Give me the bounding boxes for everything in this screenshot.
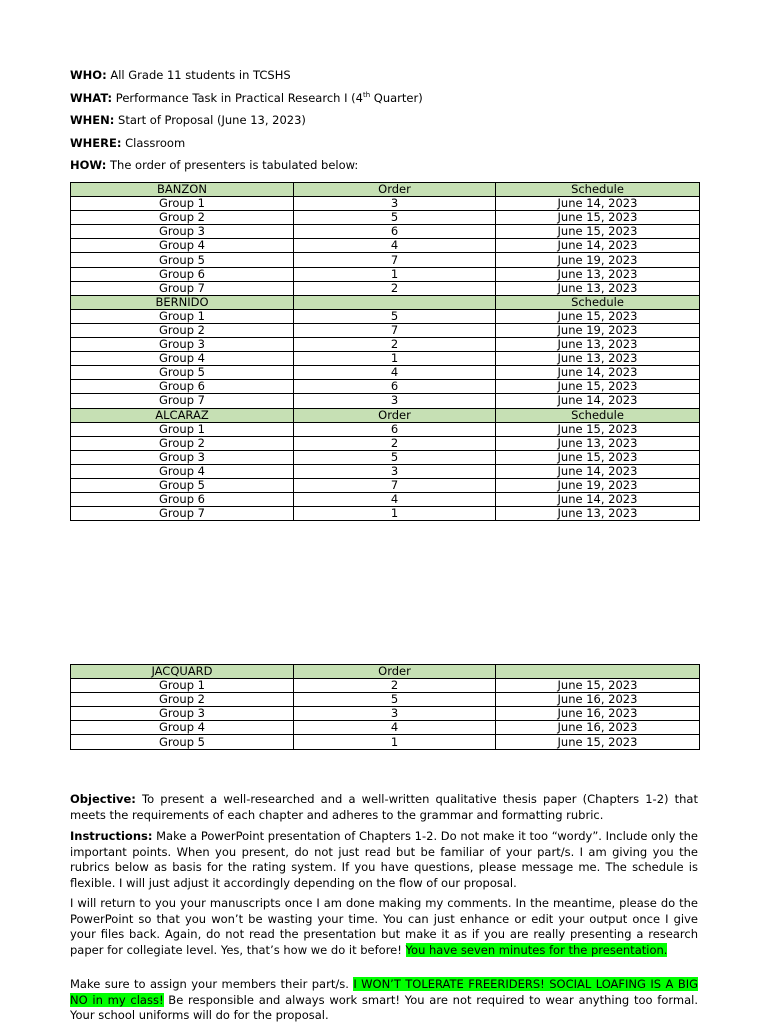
table-cell: 1 — [294, 267, 496, 281]
table-header-cell: BANZON — [71, 183, 294, 197]
table-header-cell: JACQUARD — [71, 665, 294, 679]
highlight-time-limit: You have seven minutes for the presentation. — [405, 942, 668, 957]
jacquard-header-row — [71, 665, 700, 679]
table-row — [71, 225, 700, 239]
table-row — [71, 380, 700, 394]
table-cell: June 15, 2023 — [496, 422, 700, 436]
table-header-cell: BERNIDO — [71, 295, 294, 309]
table-cell: June 16, 2023 — [496, 707, 700, 721]
table-cell: 2 — [294, 338, 496, 352]
table-header-cell — [496, 665, 700, 679]
table-cell: June 13, 2023 — [496, 338, 700, 352]
table-row — [71, 493, 700, 507]
table-cell: Group 4 — [71, 464, 294, 478]
table-cell: 7 — [294, 478, 496, 492]
what-line: WHAT: Performance Task in Practical Research I (4th Quarter) — [70, 90, 423, 105]
bernido-section — [71, 295, 700, 408]
table-cell: 4 — [294, 493, 496, 507]
who-line: WHO: All Grade 11 students in TCSHS — [70, 68, 291, 82]
table-row — [71, 366, 700, 380]
table-cell: June 19, 2023 — [496, 323, 700, 337]
table-row — [71, 721, 700, 735]
table-cell: Group 5 — [71, 253, 294, 267]
table-cell: Group 2 — [71, 693, 294, 707]
jacquard-section — [71, 665, 700, 750]
table-cell: Group 5 — [71, 366, 294, 380]
table-cell: 2 — [294, 281, 496, 295]
table-cell: June 13, 2023 — [496, 507, 700, 521]
alcaraz-section — [71, 408, 700, 521]
table-cell: 5 — [294, 309, 496, 323]
table-cell: Group 5 — [71, 735, 294, 749]
table-cell: Group 7 — [71, 507, 294, 521]
table-cell: 3 — [294, 394, 496, 408]
table-row — [71, 464, 700, 478]
table-cell: June 14, 2023 — [496, 197, 700, 211]
table-cell: Group 4 — [71, 239, 294, 253]
table-cell: Group 4 — [71, 352, 294, 366]
table-cell: Group 3 — [71, 707, 294, 721]
alcaraz-header-row — [71, 408, 700, 422]
table-cell: 3 — [294, 707, 496, 721]
table-cell: June 14, 2023 — [496, 464, 700, 478]
table-cell: Group 2 — [71, 211, 294, 225]
table-cell: June 13, 2023 — [496, 281, 700, 295]
table-cell: 5 — [294, 450, 496, 464]
table-cell: June 15, 2023 — [496, 679, 700, 693]
table-cell: Group 1 — [71, 679, 294, 693]
table-cell: 6 — [294, 225, 496, 239]
table-row — [71, 197, 700, 211]
table-cell: Group 3 — [71, 338, 294, 352]
table-cell: 6 — [294, 380, 496, 394]
event-details — [70, 68, 698, 181]
when-line: WHEN: Start of Proposal (June 13, 2023) — [70, 113, 306, 127]
table-cell: June 13, 2023 — [496, 352, 700, 366]
table-cell: Group 6 — [71, 267, 294, 281]
objective-paragraph: Objective: To present a well-researched and a well-written qualitative thesis paper (Chapters 1-2) that meets the requirements of each chapter and adheres to the grammar and formatting rubric. — [70, 792, 698, 822]
table-cell: Group 1 — [71, 197, 294, 211]
table-cell: Group 5 — [71, 478, 294, 492]
table-row — [71, 422, 700, 436]
table-row — [71, 267, 700, 281]
table-cell: June 15, 2023 — [496, 735, 700, 749]
table-cell: June 15, 2023 — [496, 211, 700, 225]
table-cell: June 15, 2023 — [496, 225, 700, 239]
table-cell: Group 3 — [71, 225, 294, 239]
table-cell: June 14, 2023 — [496, 394, 700, 408]
table-cell: Group 7 — [71, 394, 294, 408]
table-cell: June 19, 2023 — [496, 253, 700, 267]
table-row — [71, 338, 700, 352]
table-cell: June 16, 2023 — [496, 721, 700, 735]
table-row — [71, 693, 700, 707]
table-row — [71, 253, 700, 267]
table-header-cell: Schedule — [496, 183, 700, 197]
table-row — [71, 507, 700, 521]
table-row — [71, 478, 700, 492]
table-cell: 1 — [294, 735, 496, 749]
table-row — [71, 323, 700, 337]
table-cell: June 14, 2023 — [496, 493, 700, 507]
table-row — [71, 281, 700, 295]
table-row — [71, 707, 700, 721]
table-header-cell: Order — [294, 183, 496, 197]
table-cell: June 14, 2023 — [496, 366, 700, 380]
table-cell: 7 — [294, 253, 496, 267]
table-cell: 7 — [294, 323, 496, 337]
table-cell: Group 6 — [71, 380, 294, 394]
table-row — [71, 211, 700, 225]
table-cell: 4 — [294, 721, 496, 735]
table-row — [71, 450, 700, 464]
bernido-header-row — [71, 295, 700, 309]
table-cell: Group 4 — [71, 721, 294, 735]
where-line: WHERE: Classroom — [70, 135, 186, 150]
table-cell: 6 — [294, 422, 496, 436]
table-row — [71, 239, 700, 253]
table-cell: Group 1 — [71, 422, 294, 436]
table-header-cell: Schedule — [496, 408, 700, 422]
table-cell: June 14, 2023 — [496, 239, 700, 253]
table-cell: 4 — [294, 239, 496, 253]
schedule-table-jacquard — [70, 664, 700, 750]
table-row — [71, 679, 700, 693]
table-row — [71, 735, 700, 749]
table-cell: Group 6 — [71, 493, 294, 507]
table-cell: 3 — [294, 197, 496, 211]
table-cell: June 15, 2023 — [496, 450, 700, 464]
table-cell: 1 — [294, 352, 496, 366]
table-cell: 4 — [294, 366, 496, 380]
how-line: HOW: The order of presenters is tabulated below: — [70, 158, 359, 172]
schedule-table-main — [70, 182, 700, 521]
table-cell: June 16, 2023 — [496, 693, 700, 707]
table-cell: 5 — [294, 693, 496, 707]
table-header-cell: Order — [294, 408, 496, 422]
table-cell: June 15, 2023 — [496, 380, 700, 394]
table-row — [71, 394, 700, 408]
banzon-header-row — [71, 183, 700, 197]
table-cell: 5 — [294, 211, 496, 225]
instructions-paragraph: Instructions: Make a PowerPoint presentation of Chapters 1-2. Do not make it too “wordy”. Include only the important points. When you present, do not just read but be familiar of your part/s. I am giving you the rubrics below as basis for the rating system. If you have questions, please message me. The schedule is flexible. I will just adjust it accordingly depending on the flow of our proposal. — [70, 829, 698, 890]
table-cell: June 13, 2023 — [496, 267, 700, 281]
assign-paragraph: Make sure to assign your members their part/s. I WON’T TOLERATE FREERIDERS! SOCIAL LOAFING IS A BIG NO in my class! Be responsible and always work smart! You are not required to wear anything too formal. Your school uniforms will do for the proposal. — [70, 977, 699, 1022]
table-cell: Group 3 — [71, 450, 294, 464]
table-cell: 3 — [294, 464, 496, 478]
table-cell: Group 1 — [71, 309, 294, 323]
table-header-cell: Order — [294, 665, 496, 679]
table-cell: June 15, 2023 — [496, 309, 700, 323]
table-cell: June 19, 2023 — [496, 478, 700, 492]
table-row — [71, 436, 700, 450]
table-cell: Group 2 — [71, 436, 294, 450]
banzon-section — [71, 183, 700, 296]
return-paragraph: I will return to you your manuscripts once I am done making my comments. In the meantime, please do the PowerPoint so that you won’t be wasting your time. You can just enhance or edit your output once I give your files back. Again, do not read the presentation but make it as if you are really presenting a research paper for collegiate level. Yes, that’s how we do it before! You have seven minutes for the presentation. — [70, 896, 698, 957]
table-cell: 2 — [294, 436, 496, 450]
table-header-cell: Schedule — [496, 295, 700, 309]
highlight-freeriders: I WON’T TOLERATE FREERIDERS! SOCIAL LOAFING IS A BIG NO in my class! — [70, 977, 699, 1007]
table-cell: Group 7 — [71, 281, 294, 295]
table-cell: 2 — [294, 679, 496, 693]
table-row — [71, 309, 700, 323]
table-row — [71, 352, 700, 366]
table-cell: June 13, 2023 — [496, 436, 700, 450]
table-cell: 1 — [294, 507, 496, 521]
table-header-cell: ALCARAZ — [71, 408, 294, 422]
table-cell: Group 2 — [71, 323, 294, 337]
table-header-cell — [294, 295, 496, 309]
